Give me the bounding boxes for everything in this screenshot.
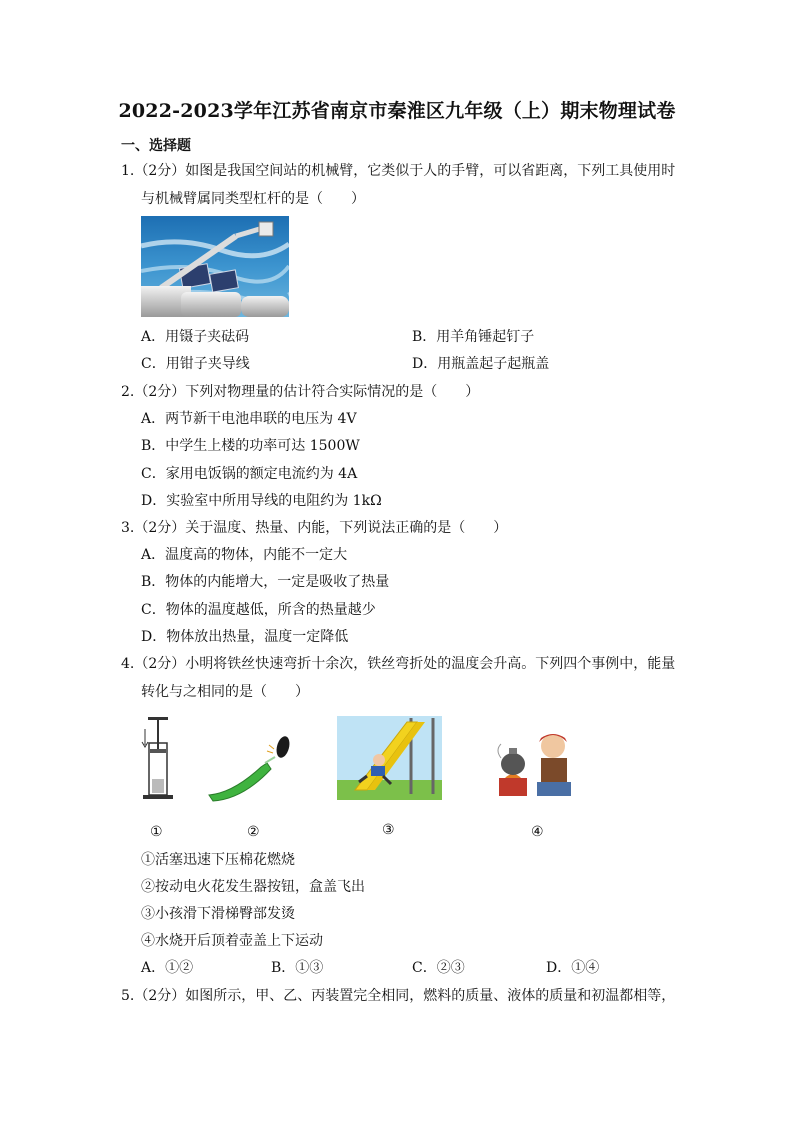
figure-label-4: ④ [531, 824, 544, 840]
q4-stem-line2: 转化与之相同的是（ ） [141, 684, 309, 700]
boiling-kettle-image [493, 730, 579, 802]
q3-stem: 3.（2分）关于温度、热量、内能，下列说法正确的是（ ） [121, 520, 508, 536]
q4-item-1: ①活塞迅速下压棉花燃烧 [141, 852, 295, 868]
q2-option-d: D．实验室中所用导线的电阻约为 1kΩ [141, 493, 382, 509]
figure-label-2: ② [247, 824, 260, 840]
figure-label-1: ① [150, 824, 163, 840]
child-on-slide-image [337, 716, 442, 800]
q4-item-4: ④水烧开后顶着壶盖上下运动 [141, 933, 323, 949]
figure-label-3: ③ [382, 822, 395, 838]
q1-option-a: A．用镊子夹砝码 [141, 329, 250, 345]
q1-option-c: C．用钳子夹导线 [141, 356, 250, 372]
page-title: 2022-2023学年江苏省南京市秦淮区九年级（上）期末物理试卷 [118, 100, 676, 122]
section-heading: 一、选择题 [121, 138, 191, 154]
q1-stem-line1: 1.（2分）如图是我国空间站的机械臂，它类似于人的手臂，可以省距离，下列工具使用时 [121, 163, 676, 179]
q2-option-c: C．家用电饭锅的额定电流约为 4A [141, 466, 358, 482]
q2-stem: 2.（2分）下列对物理量的估计符合实际情况的是（ ） [121, 384, 480, 400]
q4-stem-line1: 4.（2分）小明将铁丝快速弯折十余次，铁丝弯折处的温度会升高。下列四个事例中，能量 [121, 656, 676, 672]
q4-option-b: B．①③ [271, 960, 324, 976]
space-station-robotic-arm-image [141, 216, 289, 317]
q3-option-d: D．物体放出热量，温度一定降低 [141, 629, 349, 645]
q4-option-a: A．①② [141, 960, 194, 976]
spark-generator-image [203, 733, 295, 803]
q3-option-c: C．物体的温度越低，所含的热量越少 [141, 602, 376, 618]
q1-option-b: B．用羊角锤起钉子 [412, 329, 535, 345]
q4-option-c: C．②③ [412, 960, 465, 976]
q4-item-3: ③小孩滑下滑梯臀部发烫 [141, 906, 295, 922]
q5-stem-line1: 5.（2分）如图所示，甲、乙、丙装置完全相同，燃料的质量、液体的质量和初温都相等， [121, 988, 676, 1004]
q3-option-a: A．温度高的物体，内能不一定大 [141, 547, 348, 563]
q4-option-d: D．①④ [546, 960, 600, 976]
piston-cylinder-image [138, 715, 178, 803]
q1-option-d: D．用瓶盖起子起瓶盖 [412, 356, 550, 372]
q3-option-b: B．物体的内能增大，一定是吸收了热量 [141, 574, 390, 590]
q4-item-2: ②按动电火花发生器按钮，盒盖飞出 [141, 879, 365, 895]
q2-option-a: A．两节新干电池串联的电压为 4V [141, 411, 357, 427]
q2-option-b: B．中学生上楼的功率可达 1500W [141, 438, 360, 454]
q1-stem-line2: 与机械臂属同类型杠杆的是（ ） [141, 191, 365, 207]
